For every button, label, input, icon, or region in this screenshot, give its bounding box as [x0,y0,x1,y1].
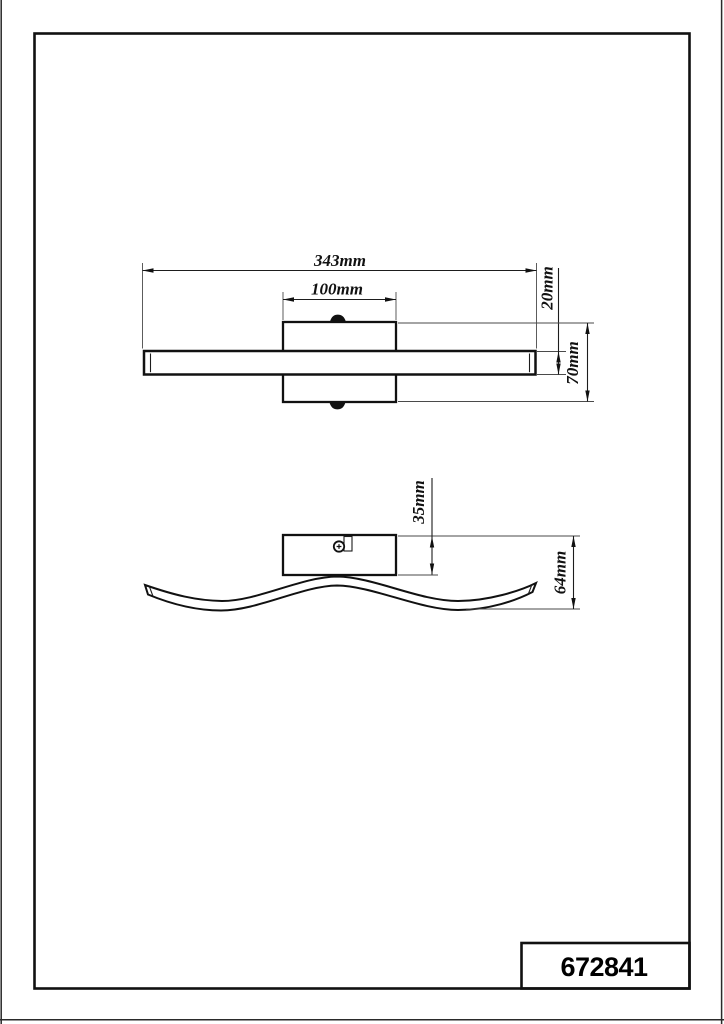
arrowhead-up [571,536,575,547]
arrowhead-down [556,364,560,375]
arrowhead-up [556,352,560,363]
dim-label-bar-thickness: 20mm [537,266,557,310]
arrowhead-down [430,564,434,575]
arrowhead-up [585,323,589,334]
canopy-top-knob [330,315,346,322]
drawing-frame [35,34,690,989]
dim-label-overall-height: 64mm [550,550,570,595]
arrowhead-left [283,297,294,302]
lamp-bar-front [144,351,536,375]
arrowhead-down [571,598,575,609]
arrowhead-up [430,537,434,548]
dim-canopy-width [283,280,396,321]
lamp-wave-profile [145,577,536,611]
side-view [145,478,580,611]
part-number: 672841 [560,952,648,982]
front-view [143,251,595,409]
arrowhead-right [385,297,396,302]
dim-bar-thickness [537,266,566,374]
dim-label-canopy-height: 35mm [409,480,428,524]
arrowhead-right [526,268,537,273]
canopy-bottom-knob [330,403,346,410]
dim-label-total-height: 70mm [563,341,582,385]
arrowhead-down [585,391,589,402]
arrowhead-left [143,268,154,273]
dim-label-total-width: 343mm [314,251,366,270]
title-block [522,943,690,989]
dim-label-canopy-width: 100mm [311,279,363,299]
